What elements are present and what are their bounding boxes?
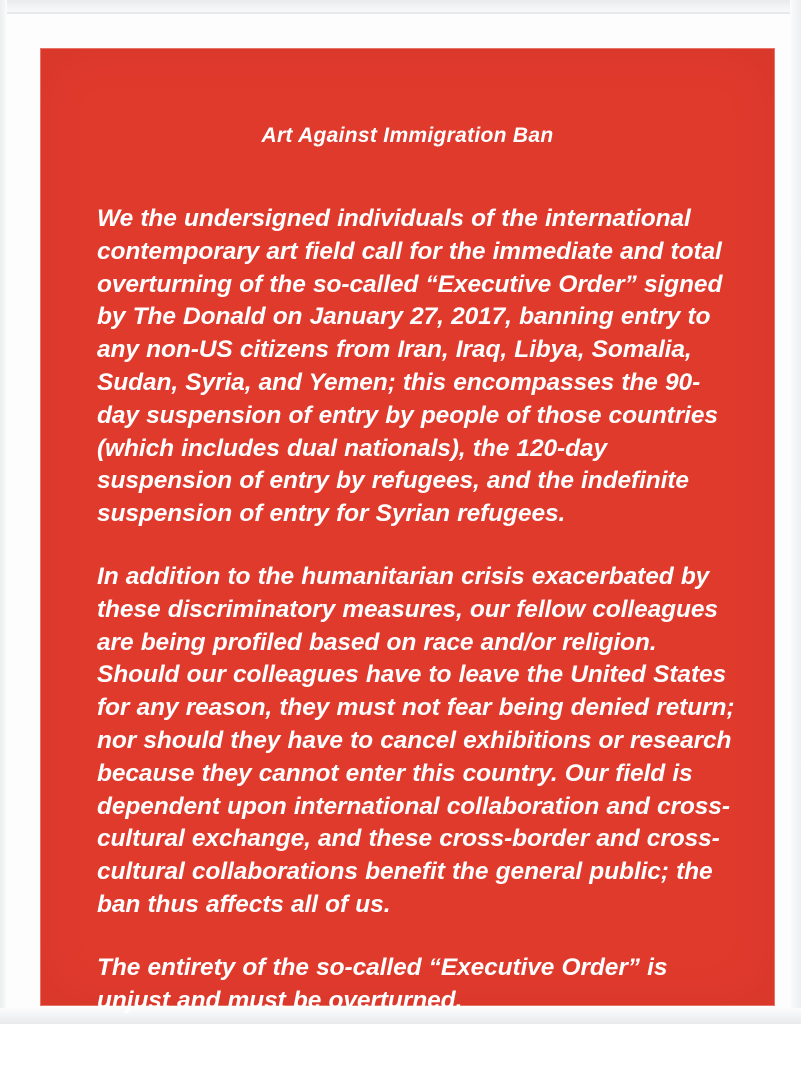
paper-right-edge [790, 0, 801, 1024]
statement-paragraph-3: The entirety of the so-called “Executive Order” is unjust and must be overturned. [97, 953, 668, 1014]
white-paper-sheet [7, 14, 790, 1083]
red-poster-field [40, 48, 775, 1083]
statement-paragraph-2: In addition to the humanitarian crisis exacerbated by these discriminatory measures, our fellow colleagues are being profiled based on race and/or religion. Should our colleagues have to leave the United States for any reason, they must not fear being denied return; nor should they have to cancel exhibitions or research because they cannot enter this country. Our field is dependent upon international collaboration and cross-cultural exchange, and these cross-border and cross-cultural collaborations benefit the general public; the ban thus affects all of us. [97, 563, 735, 919]
poster-content [40, 48, 775, 1083]
statement-paragraph-1: We the undersigned individuals of the international contemporary art field call for the immediate and total overturning of the so-called “Executive Order” signed by The Donald on January 27, 2017, banning entry to any non-US citizens from Iran, Iraq, Libya, Somalia, Sudan, Syria, and Yemen; this encompasses the 90-day suspension of entry by people of those countries (which includes dual nationals), the 120-day suspension of entry by refugees, and the indefinite suspension of entry for Syrian refugees. [97, 205, 723, 528]
paper-top-edge [0, 0, 801, 14]
page-title: Art Against Immigration Ban [261, 124, 554, 147]
poster-body-copy [97, 147, 751, 1017]
artist-signature: Barbara Kruger [550, 1055, 729, 1083]
paper-left-edge [0, 0, 7, 1024]
